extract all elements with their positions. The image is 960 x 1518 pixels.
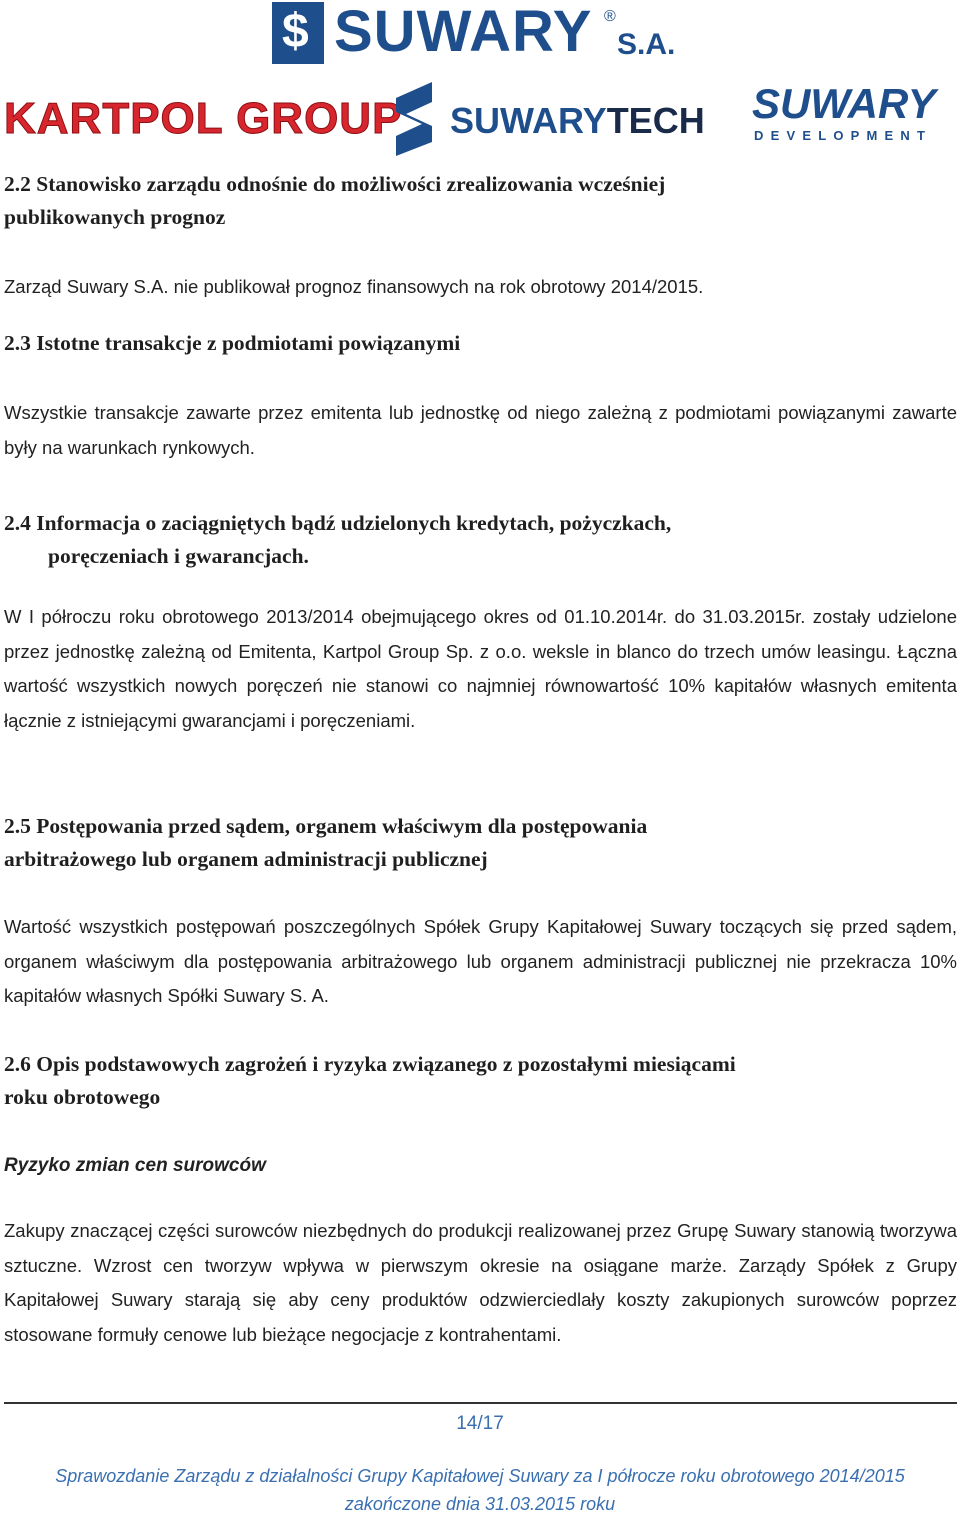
suwary-s-mark-icon: $: [272, 2, 324, 64]
section-2-6-body: Zakupy znaczącej części surowców niezbędnych do produkcji realizowanej przez Grupę Suwary stanowią tworzywa sztuczne. Wzrost cen tworzyw wpływa w pierwszym okresie na osiągane marże. Zarządy Spółek z Grupy Kapitałowej Suwary starają się aby ceny produktów odzwierciedlały koszty zakupionych surowców poprzez stosowane formuły cenowe lub bieżące negocjacje z kontrahentami.: [4, 1220, 957, 1345]
section-2-3-body: Wszystkie transakcje zawarte przez emitenta lub jednostkę od niego zależną z podmiotami powiązanymi zawarte były na warunkach rynkowych.: [4, 402, 957, 458]
suwary-sa-logo: [272, 0, 676, 68]
section-2-4-heading-line2: poręczeniach i gwarancjach.: [48, 544, 309, 568]
section-2-4-heading-line1: 2.4 Informacja o zaciągniętych bądź udzielonych kredytach, pożyczkach,: [4, 511, 672, 535]
suwarytech-text-1: SUWARY: [450, 100, 607, 141]
section-2-6-subheading: Ryzyko zmian cen surowców: [4, 1155, 266, 1176]
suwary-development-logo: [752, 80, 952, 146]
registered-mark: ®: [604, 8, 616, 25]
footer-divider: [4, 1402, 957, 1404]
section-2-6-heading-line2: roku obrotowego: [4, 1085, 161, 1109]
section-2-2-heading-line2: publikowanych prognoz: [4, 205, 226, 229]
page-number: 14/17: [456, 1413, 504, 1434]
section-2-2-heading-line1: 2.2 Stanowisko zarządu odnośnie do możliwości zrealizowania wcześniej: [4, 172, 666, 196]
suwary-logo-text: SUWARY: [334, 0, 593, 64]
suwary-development-name: SUWARY: [752, 80, 936, 127]
suwary-development-sub: DEVELOPMENT: [754, 128, 933, 143]
suwary-logo-suffix: S.A.: [617, 28, 676, 61]
footer-report-title: Sprawozdanie Zarządu z działalności Grupy Kapitałowej Suwary za I półrocze roku obrotowego 2014/2015: [55, 1466, 905, 1486]
section-2-4-body: W I półroczu roku obrotowego 2013/2014 obejmującego okres od 01.10.2014r. do 31.03.2015r. zostały udzielone przez jednostkę zależną od Emitenta, Kartpol Group Sp. z o.o. weksle in blanco do trzech umów leasingu. Łączna wartość wszystkich nowych poręczeń nie stanowi co najmniej równowartość 10% kapitałów własnych emitenta łącznie z istniejącymi gwarancjami i poręczeniami.: [4, 606, 957, 731]
section-2-3-heading: 2.3 Istotne transakcje z podmiotami powiązanymi: [4, 331, 461, 355]
footer-report-date: zakończone dnia 31.03.2015 roku: [344, 1494, 616, 1514]
suwarytech-text-2: TECH: [606, 100, 705, 141]
section-2-5-heading-line1: 2.5 Postępowania przed sądem, organem właściwym dla postępowania: [4, 814, 648, 838]
suwarytech-logo: [392, 80, 705, 158]
section-2-5-heading-line2: arbitrażowego lub organem administracji publicznej: [4, 847, 488, 871]
suwarytech-s-icon: [392, 80, 438, 156]
section-2-6-heading-line1: 2.6 Opis podstawowych zagrożeń i ryzyka związanego z pozostałymi miesiącami: [4, 1052, 736, 1076]
section-2-5-body: Wartość wszystkich postępowań poszczególnych Spółek Grupy Kapitałowej Suwary toczących się przed sądem, organem właściwym dla postępowania arbitrażowego lub organem administracji publicznej nie przekracza 10% kapitałów własnych Spółki Suwary S. A.: [4, 916, 957, 1006]
section-2-2-body: Zarząd Suwary S.A. nie publikował prognoz finansowych na rok obrotowy 2014/2015.: [4, 276, 704, 297]
kartpol-group-logo: KARTPOL GROUP: [4, 94, 403, 143]
